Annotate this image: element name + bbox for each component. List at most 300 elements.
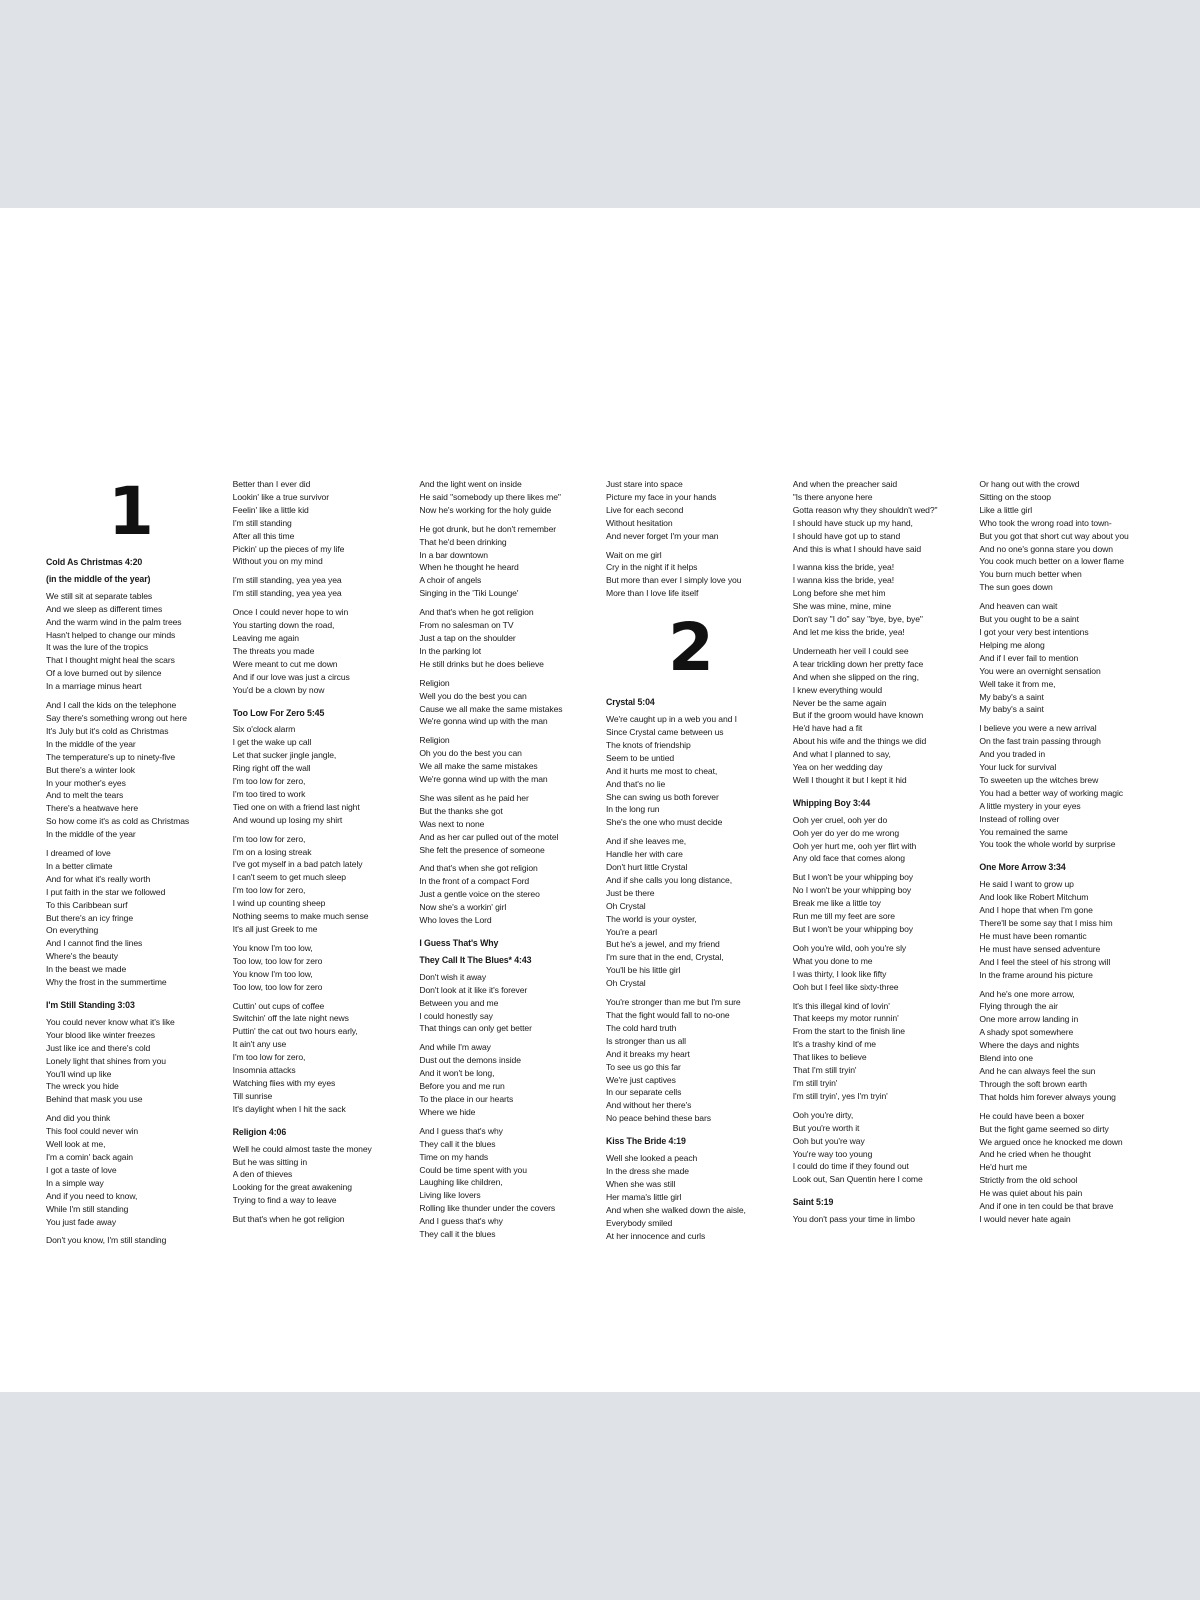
song-title: Religion 4:06 (232, 1126, 287, 1137)
lyric-line: When he thought he heard (419, 562, 519, 573)
lyric-stanza (46, 847, 228, 989)
lyric-line: And it won't be long, (419, 1068, 495, 1079)
lyric-line: That holds him forever always young (979, 1091, 1116, 1102)
lyric-line: There'll be some say that I miss him (979, 918, 1113, 928)
lyric-line: He'd hurt me (979, 1162, 1028, 1173)
lyric-line: But you ought to be a saint (979, 614, 1079, 625)
lyric-line: In a marriage minus heart (46, 681, 142, 692)
lyric-line: That things can only get better (419, 1023, 532, 1034)
lyric-line: And he cried when he thought (979, 1149, 1091, 1160)
lyric-line: But that's when he got religion (232, 1214, 345, 1225)
lyric-line: Never be the same again (792, 697, 887, 708)
lyric-line: He must have been romantic (979, 930, 1087, 941)
lyrics-column-1 (46, 478, 228, 1378)
lyrics-columns (46, 478, 1166, 1378)
lyric-line: She felt the presence of someone (419, 844, 545, 855)
lyric-line: Instead of rolling over (979, 813, 1060, 824)
lyric-line: You took the whole world by surprise (979, 839, 1116, 850)
lyric-line: At her innocence and curls (606, 1230, 706, 1241)
lyric-line: No I won't be your whipping boy (792, 885, 912, 896)
lyric-line: And did you think (46, 1113, 111, 1124)
lyric-line: Too low, too low for zero (232, 981, 323, 992)
lyric-line: Now he's working for the holy guide (419, 504, 552, 515)
lyric-line: And if she calls you long distance, (606, 874, 732, 885)
lyric-line: In the middle of the year (46, 738, 136, 749)
lyric-stanza (793, 814, 975, 866)
lyric-line: And the warm wind in the palm trees (46, 616, 182, 627)
lyric-line: About his wife and the things we did (792, 736, 927, 747)
lyric-line: But you're worth it (792, 1122, 860, 1133)
lyric-stanza (606, 996, 788, 1125)
lyric-line: After all this time (232, 530, 295, 541)
lyric-line: From no salesman on TV (419, 620, 514, 631)
lyric-line: No peace behind these bars (606, 1113, 711, 1124)
lyric-line: Watching flies with my eyes (232, 1077, 336, 1088)
lyric-line: But he was sitting in (232, 1156, 308, 1167)
lyric-line: But the thanks she got (419, 805, 503, 816)
lyric-line: From the start to the finish line (792, 1026, 905, 1037)
lyric-line: On everything (46, 925, 99, 936)
lyric-line: Wait on me girl (606, 549, 662, 560)
lyric-line: We're gonna wind up with the man (419, 716, 548, 727)
lyric-line: Without you on my mind (232, 556, 323, 567)
lyric-line: My baby's a saint (979, 704, 1044, 715)
lyric-line: Cuttin' out cups of coffee (232, 1000, 325, 1011)
lyric-line: A shady spot somewhere (979, 1027, 1074, 1038)
lyric-line: Rolling like thunder under the covers (419, 1203, 556, 1214)
lyric-line: It was the lure of the tropics (46, 642, 149, 653)
lyric-stanza (419, 677, 601, 729)
lyric-line: You'd be a clown by now (232, 684, 325, 695)
lyric-line: Blend into one (979, 1053, 1033, 1064)
lyric-line: And the light went on inside (419, 479, 522, 489)
lyric-line: Better than I ever did (232, 479, 311, 489)
lyric-stanza (233, 723, 415, 826)
lyric-line: A little mystery in your eyes (979, 800, 1081, 811)
lyric-stanza (793, 1109, 975, 1186)
lyric-line: He was quiet about his pain (979, 1188, 1083, 1199)
lyric-line: Well I thought it but I kept it hid (792, 774, 907, 785)
lyric-line: And for what it's really worth (46, 873, 151, 884)
lyric-line: I'm still standing, yea yea yea (232, 588, 342, 599)
lyrics-column-3 (419, 478, 601, 1378)
lyric-stanza (979, 722, 1161, 851)
lyric-line: Ooh you're wild, ooh you're sly (792, 942, 907, 953)
lyric-line: You could never know what it's like (46, 1016, 175, 1027)
lyric-line: That the fight would fall to no-one (606, 1010, 730, 1020)
lyric-line: And if she leaves me, (606, 836, 687, 847)
lyric-stanza (606, 549, 788, 601)
lyric-line: And as her car pulled out of the motel (419, 831, 559, 842)
lyric-line: We still sit at separate tables (46, 590, 153, 601)
lyrics-column-2 (233, 478, 415, 1378)
lyric-line: Oh you do the best you can (419, 748, 522, 759)
lyric-line: Don't look at it like it's forever (419, 984, 528, 995)
lyric-line: I wind up counting sheep (232, 898, 326, 909)
lyric-line: I'm too low for zero, (232, 1052, 306, 1063)
lyric-line: Underneath her veil I could see (792, 645, 909, 656)
lyric-line: To this Caribbean surf (46, 899, 128, 910)
lyric-line: You were an overnight sensation (979, 665, 1101, 676)
lyric-line: I put faith in the star we followed (46, 886, 166, 897)
lyric-line: I get the wake up call (232, 737, 312, 748)
lyric-line: Her mama's little girl (606, 1191, 682, 1202)
lyric-line: But more than ever I simply love you (606, 575, 742, 586)
lyric-line: Once I could never hope to win (232, 607, 349, 618)
lyric-line: A den of thieves (232, 1169, 293, 1180)
lyric-line: Why the frost in the summertime (46, 977, 167, 988)
lyric-stanza (606, 478, 788, 543)
lyric-stanza (419, 1125, 601, 1241)
song-title: Kiss The Bride 4:19 (606, 1136, 686, 1147)
lyric-line: And if you need to know, (46, 1190, 138, 1201)
lyric-line: Insomnia attacks (232, 1065, 296, 1076)
lyric-line: I believe you were a new arrival (979, 723, 1097, 734)
lyric-line: Through the soft brown earth (979, 1078, 1087, 1089)
lyric-line: In a better climate (46, 860, 113, 871)
lyric-line: But there's a winter look (46, 764, 135, 775)
lyric-line: Don't you know, I'm still standing (46, 1235, 167, 1246)
lyric-line: Living like lovers (419, 1190, 481, 1201)
lyric-stanza (419, 1041, 601, 1118)
lyrics-column-4 (606, 478, 788, 1378)
lyric-line: You're stronger than me but I'm sure (606, 997, 741, 1008)
lyric-line: Oh Crystal (606, 978, 646, 989)
lyric-stanza (233, 478, 415, 568)
lyric-line: I'm on a losing streak (232, 846, 312, 857)
lyric-line: It's a trashy kind of me (792, 1039, 876, 1050)
lyric-line: The cold hard truth (606, 1022, 677, 1033)
lyric-line: Picture my face in your hands (606, 491, 717, 502)
lyric-line: The temperature's up to ninety-five (46, 751, 176, 762)
lyric-line: In your mother's eyes (46, 777, 126, 788)
lyric-line: I dreamed of love (46, 848, 111, 859)
lyric-line: Your luck for survival (979, 762, 1057, 773)
lyric-line: And this is what I should have said (792, 543, 922, 554)
lyric-line: But he's a jewel, and my friend (606, 939, 720, 950)
song-title: One More Arrow 3:34 (979, 862, 1066, 873)
lyric-line: In the frame around his picture (979, 969, 1093, 980)
lyric-stanza (793, 1000, 975, 1103)
lyric-line: And if our love was just a circus (232, 671, 350, 682)
lyric-line: That likes to believe (792, 1052, 867, 1063)
lyric-line: I could do time if they found out (792, 1161, 909, 1172)
lyric-line: Where we hide (419, 1106, 476, 1117)
lyric-stanza (233, 942, 415, 994)
lyric-line: The sun goes down (979, 582, 1053, 593)
lyric-line: On the fast train passing through (979, 736, 1101, 747)
lyric-stanza (419, 862, 601, 927)
lyric-line: But there's an icy fringe (46, 912, 134, 923)
lyric-line: Let that sucker jingle jangle, (232, 750, 337, 761)
song-title: Too Low For Zero 5:45 (232, 707, 325, 718)
song-title: Whipping Boy 3:44 (792, 797, 871, 808)
lyric-line: The knots of friendship (606, 739, 691, 750)
lyric-line: Live for each second (606, 504, 684, 515)
lyric-line: Six o'clock alarm (232, 724, 296, 735)
lyric-stanza (979, 988, 1161, 1104)
lyric-line: Break me like a little toy (792, 898, 881, 909)
lyric-line: Like a little girl (979, 504, 1033, 515)
lyric-line: Without hesitation (606, 517, 673, 528)
lyric-line: And we sleep as different times (46, 603, 163, 614)
lyric-line: And wound up losing my shirt (232, 814, 343, 825)
song-title: Cold As Christmas 4:20 (46, 557, 143, 567)
lyric-line: You starting down the road, (232, 620, 335, 631)
lyric-line: Just stare into space (606, 479, 683, 489)
lyric-line: We're just captives (606, 1074, 676, 1085)
lyric-line: Ooh but you're way (792, 1135, 865, 1146)
lyric-line: In our separate cells (606, 1087, 682, 1098)
lyrics-column-6 (979, 478, 1161, 1378)
lyric-line: Tied one on with a friend last night (232, 801, 360, 812)
lyric-stanza (419, 971, 601, 1036)
lyric-stanza (233, 1143, 415, 1208)
lyric-line: They call it the blues (419, 1229, 496, 1240)
lyric-line: Hasn't helped to change our minds (46, 629, 176, 640)
lyric-line: Cry in the night if it helps (606, 562, 698, 573)
lyric-line: It's all just Greek to me (232, 924, 318, 934)
lyric-line: The world is your oyster, (606, 913, 697, 924)
lyric-line: But the fight game seemed so dirty (979, 1123, 1109, 1134)
lyric-stanza (606, 1152, 788, 1242)
lyric-line: Laughing like children, (419, 1177, 503, 1188)
lyric-stanza (793, 478, 975, 555)
lyric-line: Lookin' like a true survivor (232, 491, 329, 502)
lyric-line: And look like Robert Mitchum (979, 892, 1089, 903)
lyric-line: But if the groom would have known (792, 710, 924, 721)
lyric-line: One more arrow landing in (979, 1014, 1079, 1025)
lyric-line: I should have got up to stand (792, 530, 901, 541)
song-title: I Guess That's Why (419, 938, 499, 948)
lyric-line: She can swing us both forever (606, 791, 719, 802)
lyric-line: Well he could almost taste the money (232, 1143, 372, 1154)
lyric-line: You don't pass your time in limbo (792, 1214, 915, 1225)
lyric-line: And let me kiss the bride, yea! (792, 626, 905, 637)
lyric-line: I'm still standing (232, 517, 292, 528)
lyric-stanza (419, 478, 601, 517)
lyric-line: She's the one who must decide (606, 817, 723, 828)
lyric-line: That he'd been drinking (419, 536, 507, 547)
lyric-line: When she was still (606, 1178, 676, 1189)
lyric-line: And when she slipped on the ring, (792, 671, 919, 682)
lyric-line: And I feel the steel of his strong will (979, 956, 1111, 967)
lyric-stanza (793, 645, 975, 787)
lyric-line: To see us go this far (606, 1061, 681, 1072)
song-title: Crystal 5:04 (606, 697, 655, 708)
lyric-line: We're caught up in a web you and I (606, 714, 737, 725)
lyric-line: I'm a comin' back again (46, 1151, 133, 1162)
lyric-line: And I hope that when I'm gone (979, 905, 1093, 916)
lyric-line: The threats you made (232, 645, 315, 656)
lyric-line: I'm still tryin', yes I'm tryin' (792, 1090, 888, 1101)
lyric-line: Yea on her wedding day (792, 762, 883, 773)
lyric-stanza (46, 1234, 228, 1247)
lyric-line: I've got myself in a bad patch lately (232, 859, 363, 870)
lyric-line: Between you and me (419, 997, 499, 1008)
lyric-line: I was thirty, I look like fifty (792, 968, 887, 979)
lyric-line: In the dress she made (606, 1165, 689, 1176)
lyric-line: I'm too tired to work (232, 788, 306, 799)
lyric-stanza (793, 561, 975, 638)
lyric-line: The wreck you hide (46, 1081, 119, 1092)
lyric-line: To sweeten up the witches brew (979, 774, 1099, 785)
lyric-line: Trying to find a way to leave (232, 1195, 337, 1206)
lyric-line: And I cannot find the lines (46, 938, 143, 949)
lyric-line: He could have been a boxer (979, 1110, 1085, 1121)
lyric-line: Switchin' off the late night news (232, 1013, 349, 1024)
lyric-line: Don't wish it away (419, 971, 487, 982)
lyric-line: Just a tap on the shoulder (419, 632, 516, 643)
lyric-stanza (979, 600, 1161, 716)
lyric-line: And if I ever fail to mention (979, 652, 1079, 663)
lyric-line: I would never hate again (979, 1213, 1071, 1224)
lyric-line: And heaven can wait (979, 601, 1058, 612)
lyric-line: And you traded in (979, 749, 1046, 760)
lyric-stanza (419, 606, 601, 671)
lyric-line: And when the preacher said (792, 479, 898, 489)
lyric-line: Just like ice and there's cold (46, 1042, 151, 1053)
lyric-line: And while I'm away (419, 1042, 491, 1053)
lyric-line: A tear trickling down her pretty face (792, 658, 924, 669)
lyric-line: Leaving me again (232, 632, 299, 643)
lyric-line: Ooh you're dirty, (792, 1109, 854, 1120)
lyric-line: I'm sure that in the end, Crystal, (606, 952, 724, 963)
lyric-stanza (46, 1112, 228, 1228)
lyric-line: Just a gentle voice on the stereo (419, 889, 540, 900)
song-title: They Call It The Blues* 4:43 (419, 954, 532, 965)
lyric-stanza (793, 871, 975, 936)
lyric-line: You had a better way of working magic (979, 787, 1123, 798)
lyric-line: Gotta reason why they shouldn't wed?" (792, 504, 938, 515)
lyric-line: Now she's a workin' girl (419, 902, 507, 913)
lyric-line: And he can always feel the sun (979, 1065, 1096, 1076)
lyric-line: What you done to me (792, 955, 873, 966)
lyric-line: Before you and me run (419, 1081, 505, 1092)
lyric-line: That keeps my motor runnin' (792, 1013, 899, 1024)
lyric-line: Cause we all make the same mistakes (419, 703, 563, 714)
lyric-line: In the middle of the year (46, 829, 136, 840)
lyric-line: Was next to none (419, 818, 485, 829)
lyric-line: Who took the wrong road into town- (979, 517, 1112, 528)
lyric-line: Of a love burned out by silence (46, 668, 162, 679)
lyric-line: Don't say "I do" say "bye, bye, bye" (792, 614, 923, 625)
side-number-two: 2 (668, 609, 714, 687)
lyric-line: They call it the blues (419, 1138, 496, 1149)
lyric-line: Looking for the great awakening (232, 1182, 352, 1193)
lyric-line: I'm still tryin' (792, 1077, 838, 1088)
lyric-line: I should have stuck up my hand, (792, 517, 913, 528)
lyric-line: Lonely light that shines from you (46, 1055, 166, 1066)
lyric-line: In the long run (606, 804, 660, 815)
lyric-line: It's this illegal kind of lovin' (792, 1000, 890, 1011)
lyric-line: Were meant to cut me down (232, 658, 338, 669)
lyric-line: Ooh but I feel like sixty-three (792, 981, 899, 992)
lyric-line: Puttin' the cat out two hours early, (232, 1026, 358, 1037)
lyric-line: Ring right off the wall (232, 763, 311, 774)
lyric-line: Well take it from me, (979, 678, 1056, 689)
lyric-stanza (233, 1213, 415, 1226)
lyric-line: Could be time spent with you (419, 1164, 527, 1175)
lyric-line: Any old face that comes along (792, 853, 905, 864)
lyric-line: I wanna kiss the bride, yea! (792, 562, 895, 573)
lyric-line: Long before she met him (792, 588, 886, 599)
lyric-line: Your blood like winter freezes (46, 1029, 155, 1040)
lyric-line: And no one's gonna stare you down (979, 543, 1113, 554)
lyric-line: We all make the same mistakes (419, 761, 538, 772)
lyric-line: Ooh yer hurt me, ooh yer flirt with (792, 840, 917, 851)
lyric-line: We're gonna wind up with the man (419, 774, 548, 785)
lyric-line: Where's the beauty (46, 951, 118, 962)
lyric-line: You know I'm too low, (232, 968, 313, 979)
lyric-line: Oh Crystal (606, 900, 646, 911)
lyric-line: He'd have had a fit (792, 723, 863, 734)
lyric-line: Singing in the 'Tiki Lounge' (419, 588, 519, 599)
lyric-stanza (233, 606, 415, 696)
lyric-line: Too low, too low for zero (232, 955, 323, 966)
song-title: Saint 5:19 (792, 1197, 834, 1208)
lyric-line: And it breaks my heart (606, 1048, 690, 1059)
lyric-line: In a simple way (46, 1177, 104, 1188)
lyric-line: Seem to be untied (606, 752, 675, 763)
lyric-line: Where the days and nights (979, 1040, 1080, 1051)
lyric-line: Till sunrise (232, 1090, 273, 1101)
lyric-line: Religion (419, 735, 450, 746)
lyric-line: And that's when he got religion (419, 607, 534, 618)
lyric-stanza (46, 1016, 228, 1106)
lyric-line: I'm still standing, yea yea yea (232, 575, 342, 586)
lyric-stanza (979, 478, 1161, 594)
lyric-line: You just fade away (46, 1216, 117, 1227)
lyric-line: You're way too young (792, 1148, 873, 1159)
lyric-line: Ooh yer cruel, ooh yer do (792, 814, 888, 825)
lyric-line: Look out, San Quentin here I come (792, 1174, 923, 1185)
lyric-line: Pickin' up the pieces of my life (232, 543, 345, 554)
lyric-line: Feelin' like a little kid (232, 504, 309, 515)
lyric-line: Flying through the air (979, 1001, 1058, 1012)
lyric-stanza (233, 574, 415, 600)
lyric-line: You're a pearl (606, 926, 658, 937)
side-number-one: 1 (108, 478, 154, 550)
lyric-line: Just be there (606, 887, 655, 898)
lyric-line: And I guess that's why (419, 1125, 503, 1136)
lyric-line: "Is there anyone here (792, 491, 873, 502)
lyric-line: My baby's a saint (979, 691, 1044, 702)
lyric-line: Everybody smiled (606, 1217, 673, 1228)
lyric-line: Dust out the demons inside (419, 1055, 521, 1066)
lyric-stanza (419, 734, 601, 786)
lyric-line: There's a heatwave here (46, 803, 139, 814)
lyric-line: A choir of angels (419, 575, 482, 586)
lyric-line: And I call the kids on the telephone (46, 700, 177, 711)
lyric-line: More than I love life itself (606, 588, 699, 599)
lyric-line: Ooh yer do yer do me wrong (792, 827, 899, 838)
lyric-line: Say there's something wrong out here (46, 712, 187, 723)
lyric-line: But you got that short cut way about you (979, 530, 1129, 541)
lyric-line: Don't hurt little Crystal (606, 862, 688, 873)
lyric-stanza (419, 792, 601, 857)
lyric-line: I can't seem to get much sleep (232, 872, 346, 883)
lyric-line: And he's one more arrow, (979, 988, 1075, 999)
lyric-line: I'm too low for zero, (232, 885, 306, 896)
lyric-line: We argued once he knocked me down (979, 1136, 1123, 1147)
lyric-line: And never forget I'm your man (606, 530, 719, 541)
lyric-line: But I won't be your whipping boy (792, 924, 913, 934)
lyric-line: You'll be his little girl (606, 965, 681, 976)
lyric-line: He still drinks but he does believe (419, 658, 544, 669)
lyric-line: It's July but it's cold as Christmas (46, 725, 169, 736)
lyric-stanza (233, 1000, 415, 1116)
